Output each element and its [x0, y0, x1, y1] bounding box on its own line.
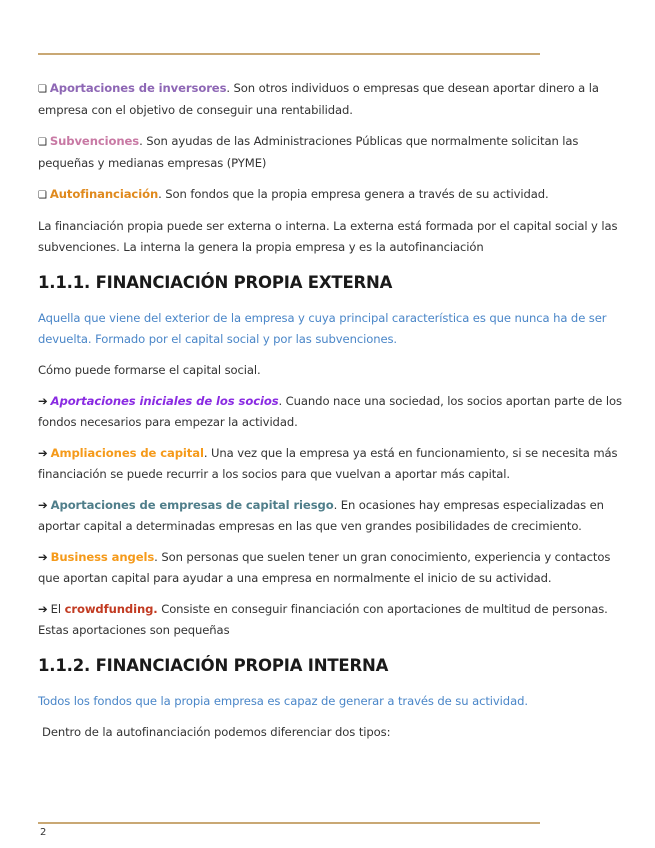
item-business-angels — [38, 547, 630, 589]
box-bullet-icon: ❏ — [38, 190, 47, 201]
term-initial-contributions: Aportaciones iniciales de los socios — [50, 394, 279, 408]
term-self-financing: Autofinanciación — [49, 187, 159, 201]
arrow-icon: ➔ — [38, 498, 48, 512]
item-venture-capital — [38, 495, 630, 537]
arrow-icon: ➔ — [38, 446, 48, 460]
bullet-subsidies — [38, 131, 630, 174]
item-text: . Una vez que la empresa ya está en funcionamiento, si se necesita más financiación se puede recurrir a los socios para que vuelvan a aportar más capital. — [38, 446, 618, 481]
bullet-text: . Son ayudas de las Administraciones Públicas que normalmente solicitan las pequeñas y medianas empresas (PYME) — [38, 134, 579, 170]
arrow-icon: ➔ — [38, 394, 48, 408]
internal-definition: Todos los fondos que la propia empresa es capaz de generar a través de su actividad. — [38, 694, 528, 708]
page-content — [38, 78, 630, 743]
bullet-self-financing — [38, 184, 630, 206]
item-text: Consiste en conseguir financiación con aportaciones de multitud de personas. Estas aportaciones son pequeñas — [38, 602, 608, 637]
item-text: . Cuando nace una sociedad, los socios aportan parte de los fondos necesarios para empezar la actividad. — [38, 394, 622, 429]
header-rule — [38, 53, 540, 55]
bullet-text: . Son otros individuos o empresas que desean aportar dinero a la empresa con el objetivo de conseguir una rentabilidad. — [38, 81, 599, 117]
term-business-angels: Business angels — [50, 550, 155, 564]
term-capital-increase: Ampliaciones de capital — [50, 446, 204, 460]
arrow-icon: ➔ — [38, 550, 48, 564]
item-initial-contributions — [38, 391, 630, 433]
internal-lead: Dentro de la autofinanciación podemos diferenciar dos tipos: — [42, 725, 391, 739]
page-number: 2 — [40, 827, 47, 838]
item-text: . En ocasiones hay empresas especializadas en aportar capital a determinadas empresas en las que ven grandes posibilidades de crecimiento. — [38, 498, 604, 533]
term-crowdfunding: crowdfunding. — [64, 602, 158, 616]
item-crowdfunding — [38, 599, 630, 641]
term-venture-capital: Aportaciones de empresas de capital riesgo — [50, 498, 334, 512]
term-investors: Aportaciones de inversores — [49, 81, 227, 95]
box-bullet-icon: ❏ — [38, 137, 47, 148]
box-bullet-icon: ❏ — [38, 84, 47, 95]
term-subsidies: Subvenciones — [49, 134, 140, 148]
bullet-investors — [38, 78, 630, 121]
section-title-internal: 1.1.2. FINANCIACIÓN PROPIA INTERNA — [38, 656, 389, 675]
external-definition: Aquella que viene del exterior de la empresa y cuya principal característica es que nunca ha de ser devuelta. Formado por el capital social y por las subvenciones. — [38, 311, 607, 346]
intro-paragraph: La financiación propia puede ser externa o interna. La externa está formada por el capital social y las subvenciones. La interna la genera la propia empresa y es la autofinanciación — [38, 219, 618, 254]
section-title-external: 1.1.1. FINANCIACIÓN PROPIA EXTERNA — [38, 273, 393, 292]
item-text: . Son personas que suelen tener un gran conocimiento, experiencia y contactos que aportan capital para ayudar a una empresa en normalmente el inicio de su actividad. — [38, 550, 611, 585]
bullet-text: . Son fondos que la propia empresa genera a través de su actividad. — [158, 187, 549, 201]
arrow-icon: ➔ — [38, 602, 48, 616]
item-capital-increase — [38, 443, 630, 485]
item-prefix: El — [50, 602, 65, 616]
footer-rule — [38, 822, 540, 824]
external-lead: Cómo puede formarse el capital social. — [38, 363, 261, 377]
